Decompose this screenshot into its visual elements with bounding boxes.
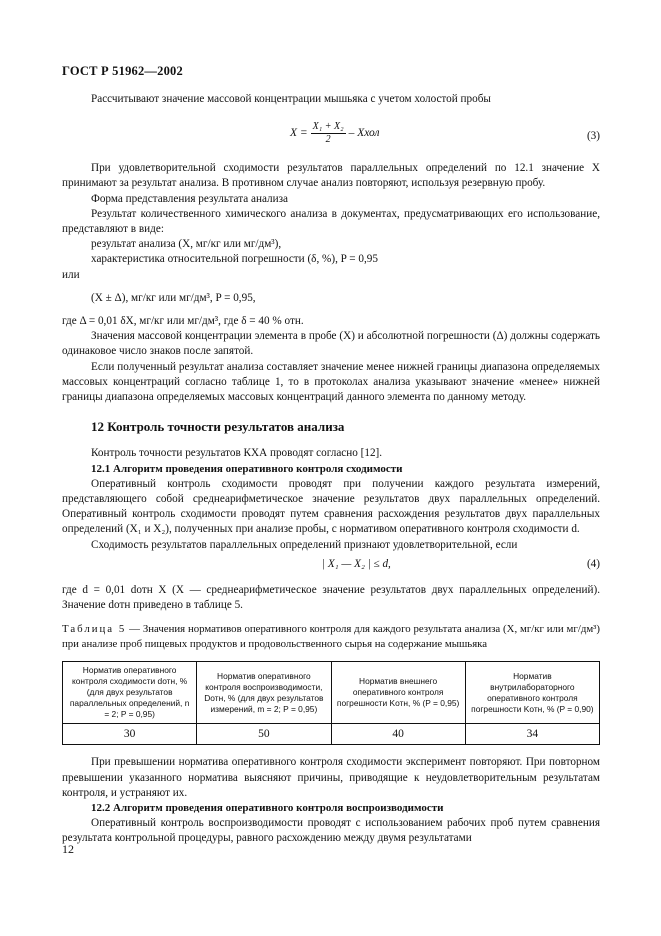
- paragraph-6: или: [62, 268, 80, 281]
- table-header-cell: Норматив внешнего оперативного контроля погрешности Kотн, % (P = 0,95): [331, 662, 465, 724]
- table-5-caption-text: — Значения нормативов оперативного контроля для каждого результата анализа (X, мг/кг или мг/дм³) при анализе проб пищевых продуктов и продовольственного сырья на содержание мышьяка: [62, 623, 600, 650]
- section-12-2-heading: 12.2 Алгоритм проведения оперативного контроля воспроизводимости: [91, 802, 444, 815]
- formula-3-lhs: X =: [290, 127, 308, 140]
- paragraph-3: Результат количественного химического анализа в документах, предусматривающих его использование, представляют в виде:: [62, 207, 600, 236]
- table-5-caption: [62, 622, 600, 651]
- table-cell: 34: [465, 724, 599, 745]
- table-cell: 30: [63, 724, 197, 745]
- formula-4: [62, 555, 600, 577]
- section-12-paragraph-2: Оперативный контроль сходимости проводят при получении каждого результата измерений, представляющего собой среднеарифметическое значение результатов двух параллельных определений. Оперативный контроль сходимости проводят путем сравнения расхождения результатов двух параллельных определений (X₁ и X₂), полученных при анализе пробы, с нормативом оперативного контроля сходимости d.: [62, 477, 600, 536]
- paragraph-5: характеристика относительной погрешности (δ, %), P = 0,95: [91, 253, 378, 266]
- paragraph-8: где Δ = 0,01 δX, мг/кг или мг/дм³, где δ = 40 % отн.: [62, 315, 304, 328]
- formula-3: [62, 115, 600, 153]
- formula-3-fraction: [311, 121, 346, 146]
- formula-3-rest: – Xхол: [348, 127, 380, 140]
- formula-3-expression: [290, 121, 380, 146]
- table-5: [62, 661, 600, 745]
- section-12-paragraph-1: Контроль точности результатов КХА проводят согласно [12].: [91, 447, 383, 460]
- section-12-1-heading: 12.1 Алгоритм проведения оперативного контроля сходимости: [91, 462, 403, 475]
- paragraph-9: Значения массовой концентрации элемента в пробе (X) и абсолютной погрешности (Δ) должны содержать одинаковое число знаков после запятой.: [62, 330, 600, 358]
- section-12-paragraph-3: Сходимость результатов параллельных определений признают удовлетворительной, если: [91, 538, 518, 551]
- document-body: [62, 92, 600, 847]
- document-header: ГОСТ Р 51962—2002: [62, 64, 183, 78]
- formula-4-expression: | X₁ — X₂ | ≤ d,: [322, 557, 391, 570]
- formula-3-numerator: X₁ + X₂: [312, 121, 344, 133]
- table-header-cell: Норматив оперативного контроля сходимости dотн, % (для двух результатов параллельных определений, n = 2; P = 0,95): [63, 662, 197, 724]
- paragraph-7: (X ± Δ), мг/кг или мг/дм³, P = 0,95,: [91, 291, 256, 304]
- table-5-label: Таблица 5: [62, 623, 127, 636]
- after-table-paragraph-1: При превышении норматива оперативного контроля сходимости эксперимент повторяют. При повторном превышении указанного норматива выясняют причины, приводящие к неудовлетворительным результатам контроля, и устраняют их.: [62, 756, 600, 799]
- table-cell: 50: [197, 724, 331, 745]
- formula-3-number: (3): [586, 130, 600, 143]
- table-header-cell: Норматив внутрилабораторного оперативного контроля погрешности Kотн, % (P = 0,90): [465, 662, 599, 724]
- table-row: [63, 724, 600, 745]
- table-cell: 40: [331, 724, 465, 745]
- formula-4-number: (4): [586, 557, 600, 570]
- paragraph-2: Форма представления результата анализа: [91, 192, 288, 205]
- formula-3-denominator: 2: [325, 134, 331, 146]
- table-header-row: [63, 662, 600, 724]
- section-12-paragraph-4: где d = 0,01 dотн X (X — среднеарифметическое значение результатов двух параллельных определений). Значение dотн приведено в таблице 5.: [62, 583, 600, 612]
- intro-paragraph: Рассчитывают значение массовой концентрации мышьяка с учетом холостой пробы: [91, 93, 491, 105]
- after-table-paragraph-2: Оперативный контроль воспроизводимости проводят с использованием рабочих проб путем сравнения результата контрольной процедуры, равного расхождению между двумя результатами: [62, 817, 600, 845]
- paragraph-4: результат анализа (X, мг/кг или мг/дм³),: [91, 238, 282, 251]
- paragraph-10: Если полученный результат анализа составляет значение менее нижней границы диапазона определяемых массовых концентраций согласно таблице 1, то в протоколах анализа указывают значение «менее» нижней границы диапазона определяемых массовых концентраций данного элемента по данному методу.: [62, 360, 600, 404]
- section-12-heading: 12 Контроль точности результатов анализа: [91, 419, 345, 435]
- table-header-cell: Норматив оперативного контроля воспроизводимости, Dотн, % (для двух результатов измерений, m = 2; P = 0,95): [197, 662, 331, 724]
- page-number: 12: [62, 842, 74, 856]
- paragraph-1: При удовлетворительной сходимости результатов параллельных определений по 12.1 значение X принимают за результат анализа. В противном случае анализ повторяют, используя резервную пробу.: [62, 162, 600, 190]
